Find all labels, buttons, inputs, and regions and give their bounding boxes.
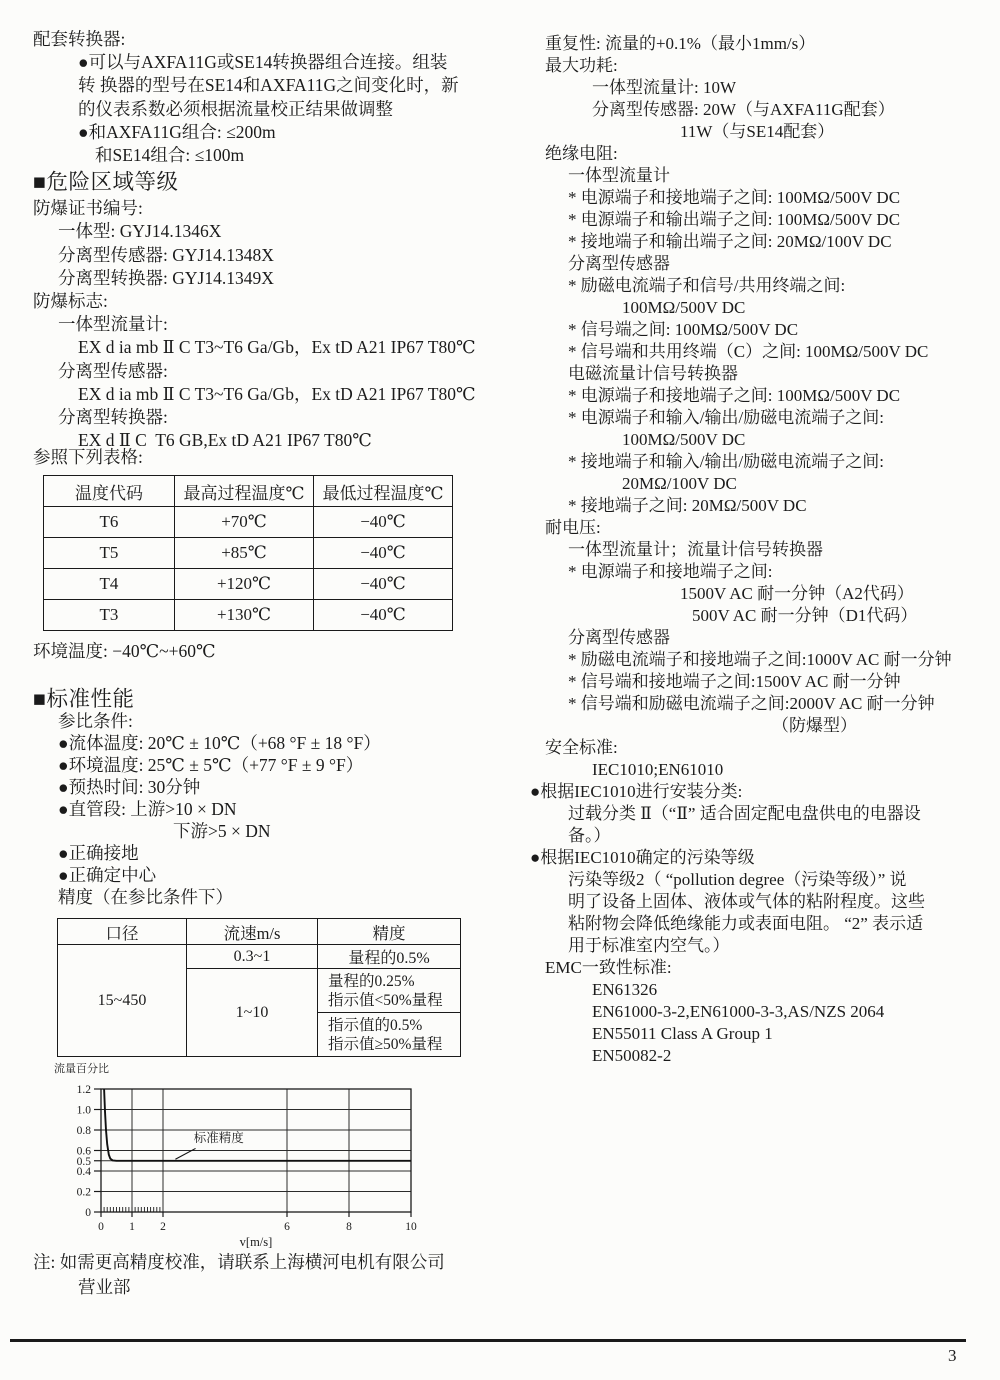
spec-text-line: EX d Ⅱ C T6 GB,Ex tD A21 IP67 T80℃ bbox=[78, 430, 372, 451]
table-cell: −40℃ bbox=[314, 569, 453, 600]
spec-text-line: 明了设备上固体、液体或气体的粘附程度。这些 bbox=[568, 892, 925, 911]
table-row bbox=[44, 507, 453, 538]
spec-text-line: EN61326 bbox=[592, 980, 658, 999]
spec-text-line: IEC1010;EN61010 bbox=[592, 760, 724, 779]
spec-text-line: * 接地端子和输出端子之间: 20MΩ/100V DC bbox=[568, 232, 892, 251]
svg-text:0.8: 0.8 bbox=[76, 1125, 91, 1137]
spec-text-line: 100MΩ/500V DC bbox=[622, 298, 746, 317]
standard-performance-section bbox=[33, 688, 503, 908]
svg-text:1: 1 bbox=[129, 1221, 135, 1233]
table-cell: 1~10 bbox=[187, 969, 318, 1057]
spec-text-line: ●流体温度: 20℃ ± 10℃（+68 °F ± 18 °F） bbox=[58, 733, 381, 753]
spec-text-line: 精度（在参比条件下） bbox=[58, 887, 233, 907]
accuracy-table bbox=[57, 918, 461, 1057]
spec-text-line: EN55011 Class A Group 1 bbox=[592, 1024, 773, 1043]
spec-text-line: 20MΩ/100V DC bbox=[622, 474, 737, 493]
table-cell: T6 bbox=[44, 507, 175, 538]
spec-text-line: ●预热时间: 30分钟 bbox=[58, 777, 201, 797]
spec-text-line: 备。） bbox=[568, 826, 611, 845]
spec-text-line: ●直管段: 上游>10 × DN bbox=[58, 799, 237, 819]
temperature-table-section bbox=[33, 446, 503, 663]
spec-text-line: * 电源端子和输入/输出/励磁电流端子之间: bbox=[568, 408, 884, 427]
chart-annotation: 标准精度 bbox=[193, 1131, 244, 1146]
spec-text-line: * 电源端子和接地端子之间: 100MΩ/500V DC bbox=[568, 188, 901, 207]
table-cell: +120℃ bbox=[175, 569, 314, 600]
section-heading: ■标准性能 bbox=[33, 687, 135, 711]
spec-text-line: 和SE14组合: ≤100m bbox=[95, 145, 245, 166]
table-cell: −40℃ bbox=[314, 600, 453, 631]
table-cell: 15~450 bbox=[58, 945, 187, 1057]
table-caption: 参照下列表格: bbox=[33, 447, 143, 467]
table-header-cell: 最低过程温度℃ bbox=[314, 476, 453, 507]
table-cell: T3 bbox=[44, 600, 175, 631]
svg-text:0.2: 0.2 bbox=[76, 1186, 91, 1199]
spec-text-line: 防爆标志: bbox=[33, 291, 108, 312]
table-cell: 指示值的0.5% 指示值≥50%量程 bbox=[318, 1013, 461, 1057]
chart-xlabel: v[m/s] bbox=[239, 1235, 273, 1249]
spec-text-line: 一体型流量计: bbox=[58, 314, 168, 335]
spec-text-line: 最大功耗: bbox=[545, 56, 618, 75]
spec-text-line: ●正确定中心 bbox=[58, 865, 157, 885]
chart-ylabel: 流量百分比 bbox=[54, 1063, 109, 1075]
spec-text-line: * 信号端和接地端子之间:1500V AC 耐一分钟 bbox=[568, 672, 901, 691]
table-row bbox=[58, 945, 461, 969]
svg-text:0.5: 0.5 bbox=[76, 1155, 91, 1168]
spec-text-line: 重复性: 流量的+0.1%（最小1mm/s） bbox=[545, 34, 816, 53]
svg-text:1.0: 1.0 bbox=[76, 1104, 91, 1117]
note-text-line: 注: 如需更高精度校准，请联系上海横河电机有限公司 bbox=[33, 1252, 445, 1272]
svg-text:0.4: 0.4 bbox=[76, 1166, 91, 1178]
spec-text-line: 分离型转换器: bbox=[58, 407, 168, 428]
spec-text-line: * 电源端子和接地端子之间: bbox=[568, 562, 773, 581]
section-heading: ■危险区域等级 bbox=[33, 170, 179, 195]
accuracy-chart-svg bbox=[30, 1058, 500, 1250]
table-cell: T4 bbox=[44, 569, 175, 600]
spec-text-line: （防爆型） bbox=[772, 716, 857, 735]
spec-text-line: * 信号端和共用终端（C）之间: 100MΩ/500V DC bbox=[568, 342, 929, 361]
table-header-cell: 口径 bbox=[58, 919, 187, 945]
spec-text-line: ●可以与AXFA11G或SE14转换器组合连接。组装 bbox=[78, 52, 448, 73]
table-cell: −40℃ bbox=[314, 538, 453, 569]
spec-text-line: 分离型传感器: bbox=[58, 360, 168, 381]
spec-text-line: EN61000-3-2,EN61000-3-3,AS/NZS 2064 bbox=[592, 1002, 885, 1021]
spec-text-line: 污染等级2（ “pollution degree（污染等级）” 说 bbox=[568, 870, 907, 889]
svg-text:0: 0 bbox=[85, 1207, 91, 1219]
spec-text-line: 分离型传感器 bbox=[568, 628, 670, 647]
spec-text-line: * 信号端和励磁电流端子之间:2000V AC 耐一分钟 bbox=[568, 694, 935, 713]
spec-text-line: 分离型传感器 bbox=[568, 254, 670, 273]
svg-text:6: 6 bbox=[284, 1221, 290, 1233]
spec-text-line: 11W（与SE14配套） bbox=[680, 122, 835, 141]
spec-text-line: EX d ia mb Ⅱ C T3~T6 Ga/Gb，Ex tD A21 IP67 T80℃ bbox=[78, 383, 476, 404]
spec-text-line: * 电源端子和输出端子之间: 100MΩ/500V DC bbox=[568, 210, 901, 229]
table-cell: T5 bbox=[44, 538, 175, 569]
spec-text-line: 一体型: GYJ14.1346X bbox=[58, 221, 222, 242]
table-cell: 量程的0.5% bbox=[318, 945, 461, 969]
svg-text:0: 0 bbox=[98, 1221, 104, 1233]
spec-text-line: 耐电压: bbox=[545, 518, 601, 537]
spec-text-line: 安全标准: bbox=[545, 738, 618, 757]
spec-text-line: 用于标准室内空气。） bbox=[568, 936, 730, 955]
spec-text-line: 参比条件: bbox=[58, 711, 133, 731]
spec-text-line: ●正确接地 bbox=[58, 843, 139, 863]
spec-text-line: 电磁流量计信号转换器 bbox=[568, 364, 738, 383]
table-cell: +70℃ bbox=[175, 507, 314, 538]
ambient-temperature-line: 环境温度: −40℃~+60℃ bbox=[33, 641, 216, 662]
spec-text-line: ●根据IEC1010进行安装分类: bbox=[530, 782, 743, 801]
spec-text-line: 转 换器的型号在SE14和AXFA11G之间变化时，新 bbox=[78, 75, 459, 96]
spec-text-line: 分离型传感器: GYJ14.1348X bbox=[58, 244, 274, 265]
spec-text-line: * 励磁电流端子和信号/共用终端之间: bbox=[568, 276, 846, 295]
accuracy-chart bbox=[30, 1058, 500, 1250]
spec-text-line: EN50082-2 bbox=[592, 1046, 672, 1065]
svg-text:0.6: 0.6 bbox=[76, 1145, 91, 1158]
spec-text-line: 100MΩ/500V DC bbox=[622, 430, 746, 449]
spec-text-line: EX d ia mb Ⅱ C T3~T6 Ga/Gb，Ex tD A21 IP67 T80℃ bbox=[78, 337, 476, 358]
table-header-cell: 温度代码 bbox=[44, 476, 175, 507]
spec-text-line: 一体型流量计: 10W bbox=[592, 78, 737, 97]
table-cell: +130℃ bbox=[175, 600, 314, 631]
temperature-table bbox=[43, 475, 453, 631]
spec-text-line: 防爆证书编号: bbox=[33, 198, 143, 219]
spec-text-line: 过载分类 Ⅱ（“Ⅱ” 适合固定配电盘供电的电器设 bbox=[568, 804, 921, 823]
spec-text-line: 下游>5 × DN bbox=[173, 821, 271, 841]
table-cell: −40℃ bbox=[314, 507, 453, 538]
spec-text-line: 的仪表系数必须根据流量校正结果做调整 bbox=[78, 98, 393, 119]
table-header-cell: 流速m/s bbox=[187, 919, 318, 945]
spec-text-line: ●和AXFA11G组合: ≤200m bbox=[78, 121, 276, 142]
left-column-intro bbox=[33, 28, 503, 452]
spec-text-line: EMC一致性标准: bbox=[545, 958, 672, 977]
spec-text-line: * 励磁电流端子和接地端子之间:1000V AC 耐一分钟 bbox=[568, 650, 952, 669]
spec-text-line: 一体型流量计 bbox=[568, 166, 670, 185]
spec-text-line: * 接地端子和输入/输出/励磁电流端子之间: bbox=[568, 452, 884, 471]
spec-text-line: * 信号端之间: 100MΩ/500V DC bbox=[568, 320, 799, 339]
svg-text:10: 10 bbox=[405, 1221, 417, 1233]
spec-text-line: 绝缘电阻: bbox=[545, 144, 618, 163]
page-number: 3 bbox=[948, 1346, 957, 1365]
table-cell: +85℃ bbox=[175, 538, 314, 569]
spec-text-line: 配套转换器: bbox=[33, 29, 126, 49]
spec-text-line: * 接地端子之间: 20MΩ/500V DC bbox=[568, 496, 807, 515]
spec-text-line: 一体型流量计；流量计信号转换器 bbox=[568, 540, 823, 559]
spec-text-line: ●根据IEC1010确定的污染等级 bbox=[530, 848, 755, 867]
table-row bbox=[44, 600, 453, 631]
table-header-cell: 最高过程温度℃ bbox=[175, 476, 314, 507]
svg-text:1.2: 1.2 bbox=[76, 1084, 91, 1096]
svg-text:8: 8 bbox=[346, 1221, 352, 1233]
table-row bbox=[44, 569, 453, 600]
spec-text-line: 分离型传感器: 20W（与AXFA11G配套） bbox=[592, 100, 895, 119]
table-header-cell: 精度 bbox=[318, 919, 461, 945]
note-text-line: 营业部 bbox=[78, 1277, 131, 1297]
spec-text-line: * 电源端子和接地端子之间: 100MΩ/500V DC bbox=[568, 386, 901, 405]
spec-text-line: 粘附物会降低绝缘能力或表面电阻。 “2” 表示适 bbox=[568, 914, 924, 933]
spec-text-line: 1500V AC 耐一分钟（A2代码） bbox=[680, 584, 914, 603]
table-row bbox=[44, 538, 453, 569]
table-cell: 0.3~1 bbox=[187, 945, 318, 969]
accuracy-table-wrap bbox=[57, 918, 461, 1057]
footer-divider bbox=[10, 1339, 966, 1342]
table-row bbox=[58, 919, 461, 945]
svg-text:2: 2 bbox=[160, 1221, 166, 1233]
note-section bbox=[33, 1250, 503, 1300]
spec-text-line: ●环境温度: 25℃ ± 5℃（+77 °F ± 9 °F） bbox=[58, 755, 364, 775]
spec-text-line: 分离型转换器: GYJ14.1349X bbox=[58, 267, 274, 288]
right-column bbox=[530, 33, 992, 1067]
table-cell: 量程的0.25% 指示值<50%量程 bbox=[318, 969, 461, 1013]
spec-text-line: 500V AC 耐一分钟（D1代码） bbox=[692, 606, 918, 625]
